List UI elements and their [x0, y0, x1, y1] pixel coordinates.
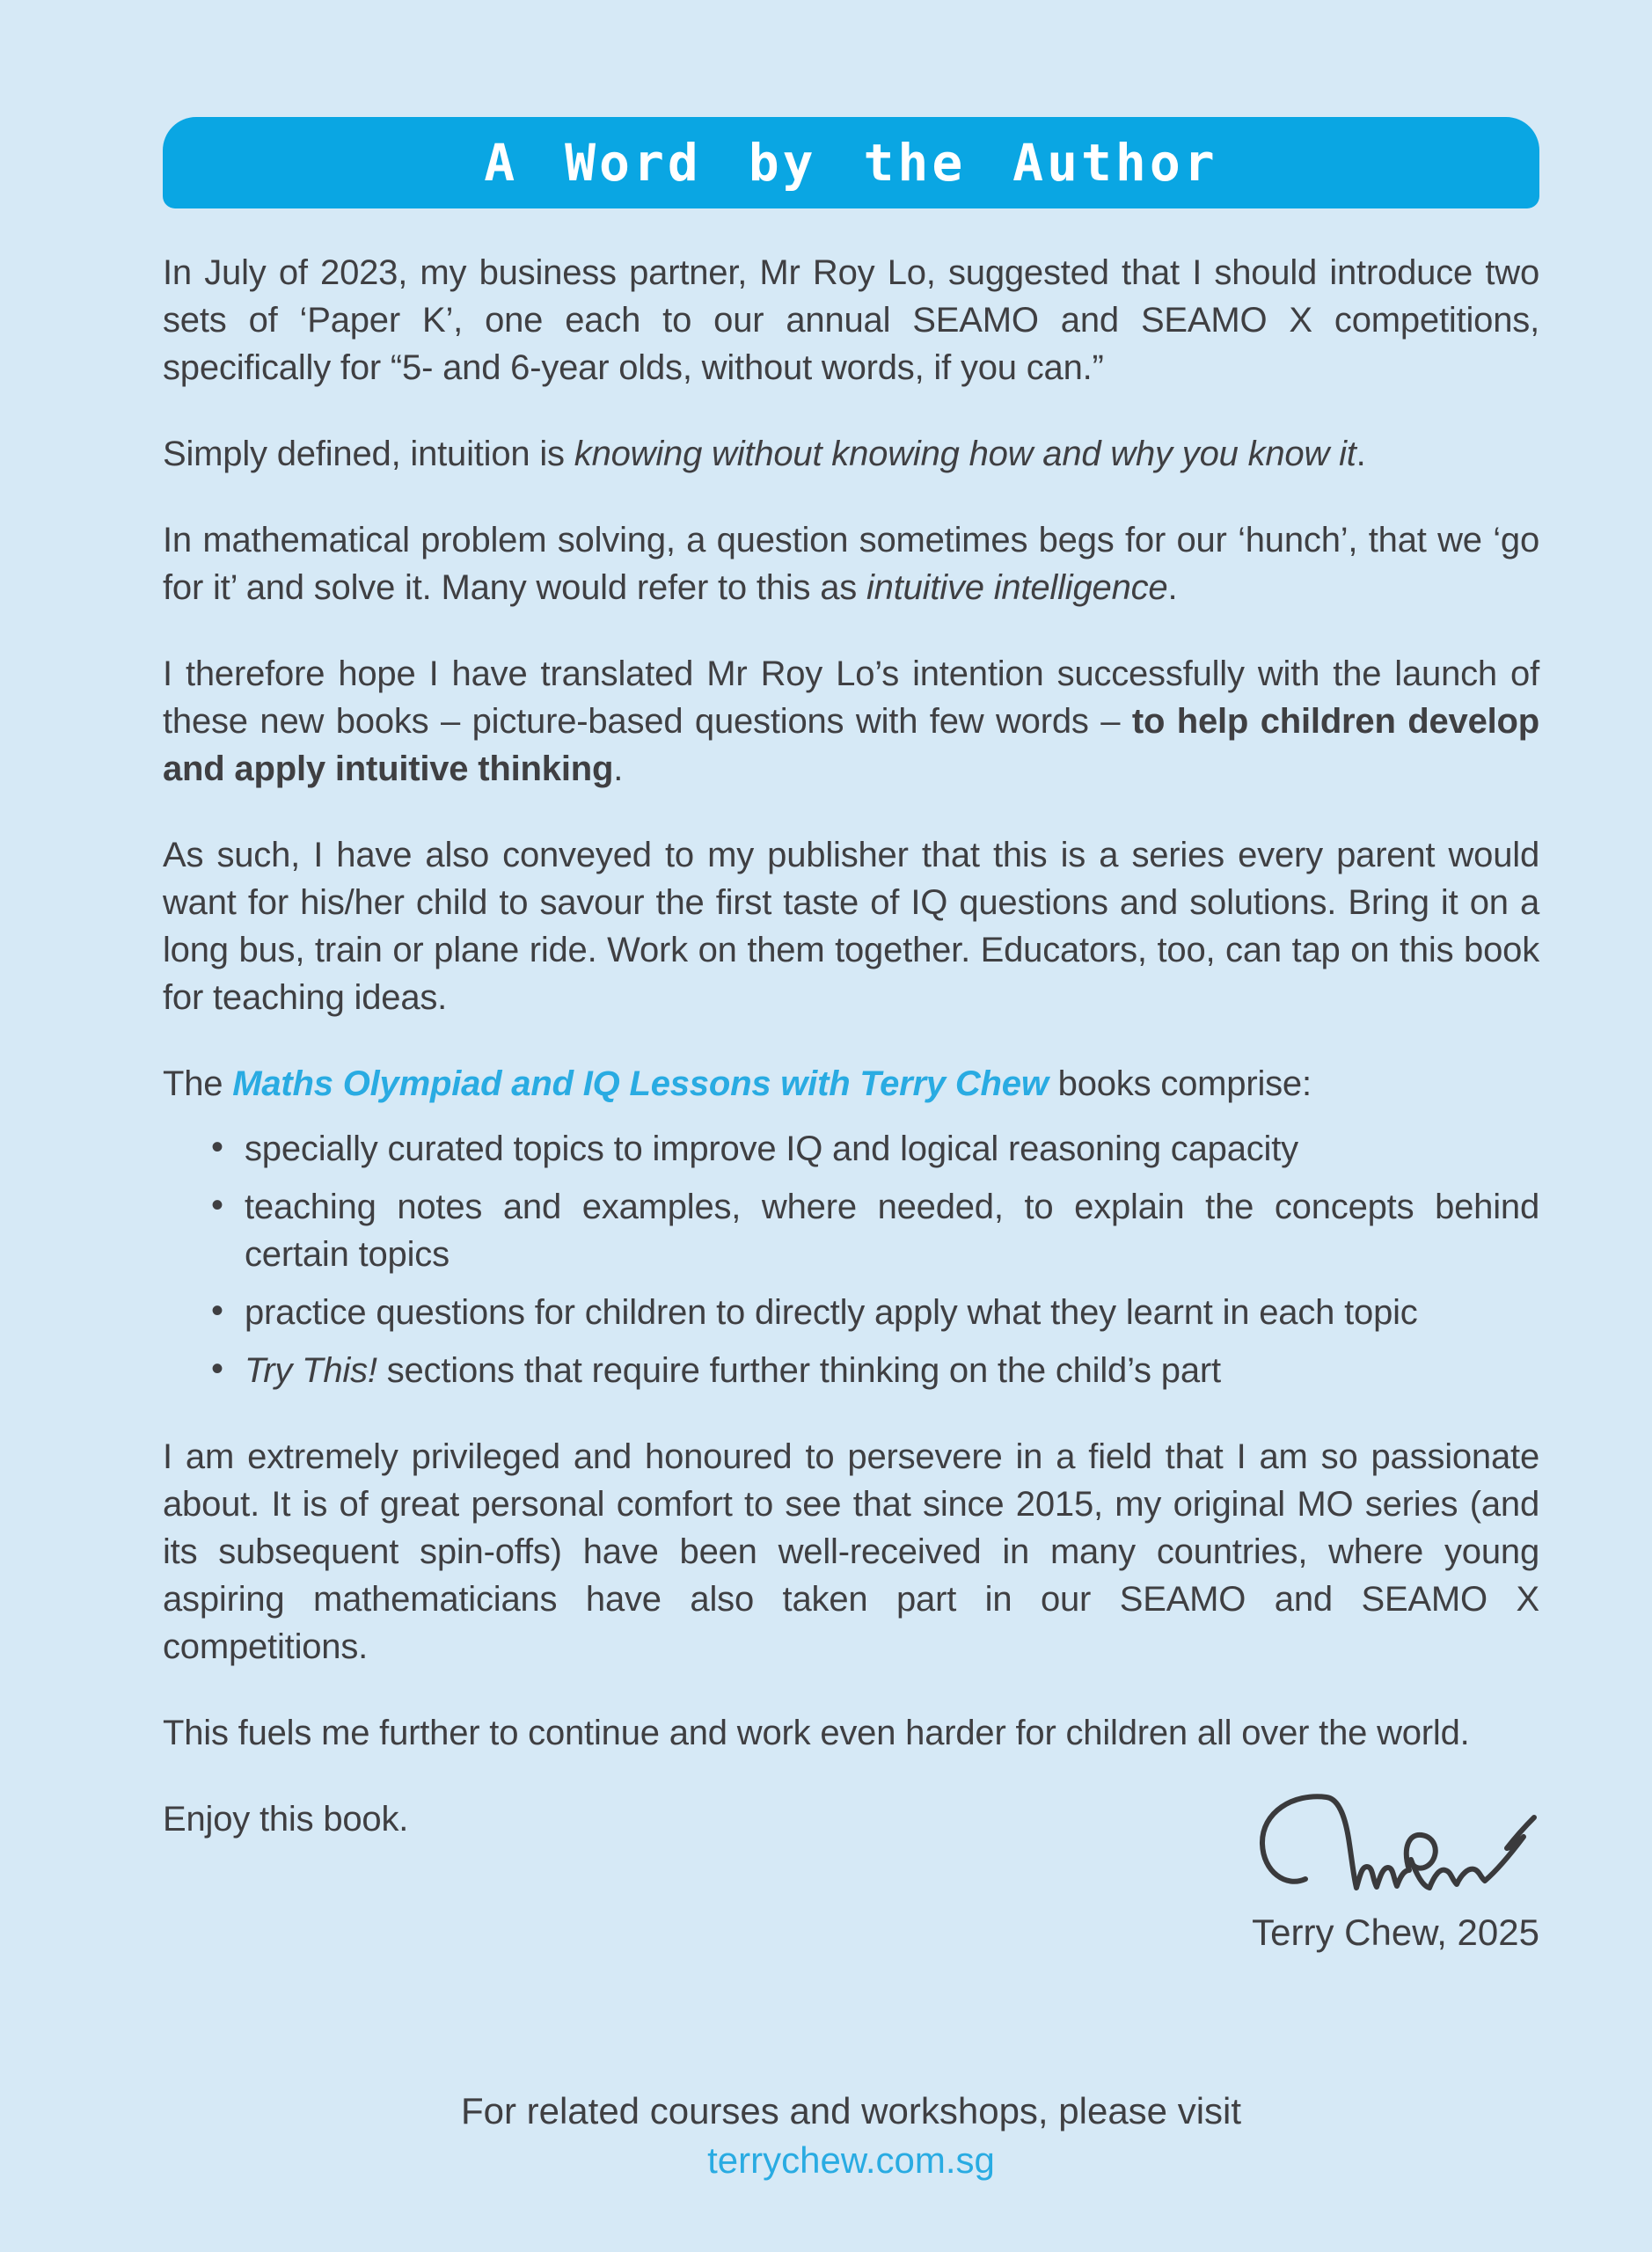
list-item [163, 1289, 1539, 1336]
footer-text: For related courses and workshops, please visit [460, 2090, 1242, 2131]
paragraph-launch [163, 650, 1539, 793]
bullet-text: specially curated topics to improve IQ and logical reasoning capacity [245, 1130, 1298, 1168]
paragraph-text: books comprise: [1048, 1064, 1312, 1103]
paragraph-text: . [1356, 435, 1366, 473]
bullet-icon: • [211, 1186, 223, 1225]
list-item [163, 1347, 1539, 1394]
bullet-text: sections that require further thinking on the child’s part [376, 1351, 1221, 1390]
paragraph-series-lead [163, 1060, 1539, 1108]
paragraph-text: . [1167, 568, 1178, 607]
bullet-italic-text: Try This! [245, 1351, 377, 1390]
bullet-text: practice questions for children to directly apply what they learnt in each topic [245, 1293, 1418, 1332]
footer [163, 2087, 1539, 2185]
paragraph-italic-text: knowing without knowing how and why you know it [574, 435, 1356, 473]
paragraph-text: Simply defined, intuition is [163, 435, 574, 473]
website-link[interactable]: terrychew.com.sg [707, 2139, 995, 2181]
paragraph-intro: In July of 2023, my business partner, Mr Roy Lo, suggested that I should introduce two sets of ‘Paper K’, one each to our annual SEAMO and SEAMO X competitions, specifically for “5- and 6-year olds, without words, if you can.” [163, 253, 1539, 387]
paragraph-problem-solving [163, 516, 1539, 611]
bullet-icon: • [211, 1349, 223, 1388]
signature-name: Terry Chew, 2025 [1252, 1912, 1539, 1953]
page-title: A Word by the Author [484, 133, 1218, 193]
paragraph-bold-text: to help children develop and apply intuitive thinking [163, 702, 1539, 788]
bullet-icon: • [211, 1291, 223, 1330]
section-banner [163, 117, 1539, 208]
bullet-icon: • [211, 1128, 223, 1166]
paragraph-text: . [613, 749, 624, 788]
paragraph-enjoy: Enjoy this book. [163, 1800, 409, 1839]
paragraph-fuels: This fuels me further to continue and work even harder for children all over the world. [163, 1714, 1470, 1752]
paragraph-text: The [163, 1064, 233, 1103]
paragraph-intuition-definition [163, 430, 1539, 478]
paragraph-publisher: As such, I have also conveyed to my publisher that this is a series every parent would want for his/her child to savour the first taste of IQ questions and solutions. Bring it on a long bus, train or plane ride. Work on them together. Educators, too, can tap on this book for teaching ideas. [163, 836, 1539, 1017]
paragraph-text: In mathematical problem solving, a question sometimes begs for our ‘hunch’, that we ‘go for it’ and solve it. Many would refer to this as [163, 521, 1539, 607]
paragraph-privileged: I am extremely privileged and honoured to persevere in a field that I am so passionate about. It is of great personal comfort to see that since 2015, my original MO series (and its subsequent spin-offs) have been well-received in many countries, where young aspiring mathematicians have also taken part in our SEAMO and SEAMO X competitions. [163, 1437, 1539, 1666]
paragraph-text: I therefore hope I have translated Mr Roy Lo’s intention successfully with the launch of these new books – picture-based questions with few words – [163, 654, 1539, 741]
list-item [163, 1183, 1539, 1278]
bullet-list [163, 1125, 1539, 1394]
signature-image [1249, 1789, 1539, 1904]
bullet-text: teaching notes and examples, where needed, to explain the concepts behind certain topics [245, 1188, 1539, 1274]
paragraph-italic-text: intuitive intelligence [866, 568, 1168, 607]
signature-block [1249, 1789, 1539, 1955]
list-item [163, 1125, 1539, 1173]
series-title: Maths Olympiad and IQ Lessons with Terry Chew [232, 1064, 1049, 1103]
